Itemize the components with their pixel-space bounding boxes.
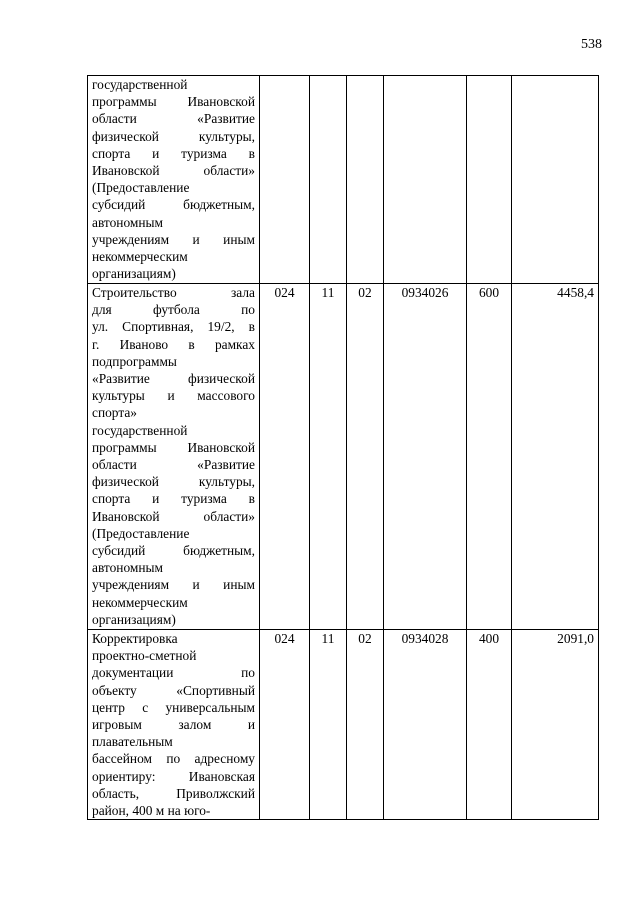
subsection-code: 02: [347, 630, 384, 820]
description-line: (Предоставление: [92, 525, 190, 541]
table-body: [88, 76, 599, 820]
description-line: область, Приволжский: [92, 785, 255, 801]
description-line: ориентиру: Ивановская: [92, 768, 255, 784]
target-article-code: 0934028: [384, 630, 467, 820]
subsection-code: [347, 76, 384, 284]
description-line: (Предоставление: [92, 180, 190, 196]
description-line: ул. Спортивная, 19/2, в: [92, 319, 255, 335]
description-line: физической культуры,: [92, 128, 255, 144]
description-line: области «Развитие: [92, 111, 255, 127]
page-number: 538: [581, 37, 602, 52]
description-line: автономным: [92, 560, 164, 576]
description-line: район, 400 м на юго-: [92, 803, 211, 819]
expense-type-code: 600: [467, 284, 512, 630]
description-line: проектно-сметной: [92, 648, 197, 664]
amount: 2091,0: [512, 630, 599, 820]
table-row: [88, 76, 599, 284]
description-line: учреждениям и иным: [92, 577, 255, 593]
description-line: Корректировка: [92, 631, 178, 646]
description-line: плавательным: [92, 734, 173, 750]
target-article-code: 0934026: [384, 284, 467, 630]
ministry-code: 024: [260, 630, 310, 820]
description-line: государственной: [92, 77, 188, 92]
description-line: физической культуры,: [92, 474, 255, 490]
description-line: «Развитие физической: [92, 371, 255, 387]
description-line: субсидий бюджетным,: [92, 197, 255, 213]
target-article-code: [384, 76, 467, 284]
ministry-code: [260, 76, 310, 284]
description-line: организациям): [92, 611, 176, 627]
section-code: 11: [310, 284, 347, 630]
ministry-code: 024: [260, 284, 310, 630]
description-line: учреждениям и иным: [92, 231, 255, 247]
description-line: игровым залом и: [92, 717, 255, 733]
description-line: объекту «Спортивный: [92, 682, 255, 698]
table-row: [88, 630, 599, 820]
expense-description: [88, 284, 260, 630]
subsection-code: 02: [347, 284, 384, 630]
description-line: для футбола по: [92, 302, 255, 318]
description-line: г. Иваново в рамках: [92, 336, 255, 352]
budget-table: [87, 75, 599, 820]
description-line: Ивановской области»: [92, 163, 255, 179]
description-line: спорта и туризма в: [92, 145, 255, 161]
description-line: программы Ивановской: [92, 94, 255, 110]
description-line: спорта»: [92, 405, 137, 421]
description-line: подпрограммы: [92, 353, 177, 369]
description-line: программы Ивановской: [92, 439, 255, 455]
description-line: документации по: [92, 665, 255, 681]
expense-type-code: 400: [467, 630, 512, 820]
description-line: Строительство зала: [92, 285, 255, 300]
description-line: бассейном по адресному: [92, 751, 255, 767]
section-code: [310, 76, 347, 284]
amount: 4458,4: [512, 284, 599, 630]
section-code: 11: [310, 630, 347, 820]
description-line: автономным: [92, 214, 164, 230]
description-line: центр с универсальным: [92, 699, 255, 715]
description-line: государственной: [92, 422, 188, 438]
description-line: организациям): [92, 266, 176, 282]
expense-type-code: [467, 76, 512, 284]
table-row: [88, 284, 599, 630]
description-line: спорта и туризма в: [92, 491, 255, 507]
description-line: некоммерческим: [92, 249, 188, 265]
description-line: Ивановской области»: [92, 508, 255, 524]
amount: [512, 76, 599, 284]
description-line: области «Развитие: [92, 457, 255, 473]
expense-description: [88, 630, 260, 820]
description-line: субсидий бюджетным,: [92, 543, 255, 559]
expense-description: [88, 76, 260, 284]
description-line: культуры и массового: [92, 388, 255, 404]
description-line: некоммерческим: [92, 594, 188, 610]
